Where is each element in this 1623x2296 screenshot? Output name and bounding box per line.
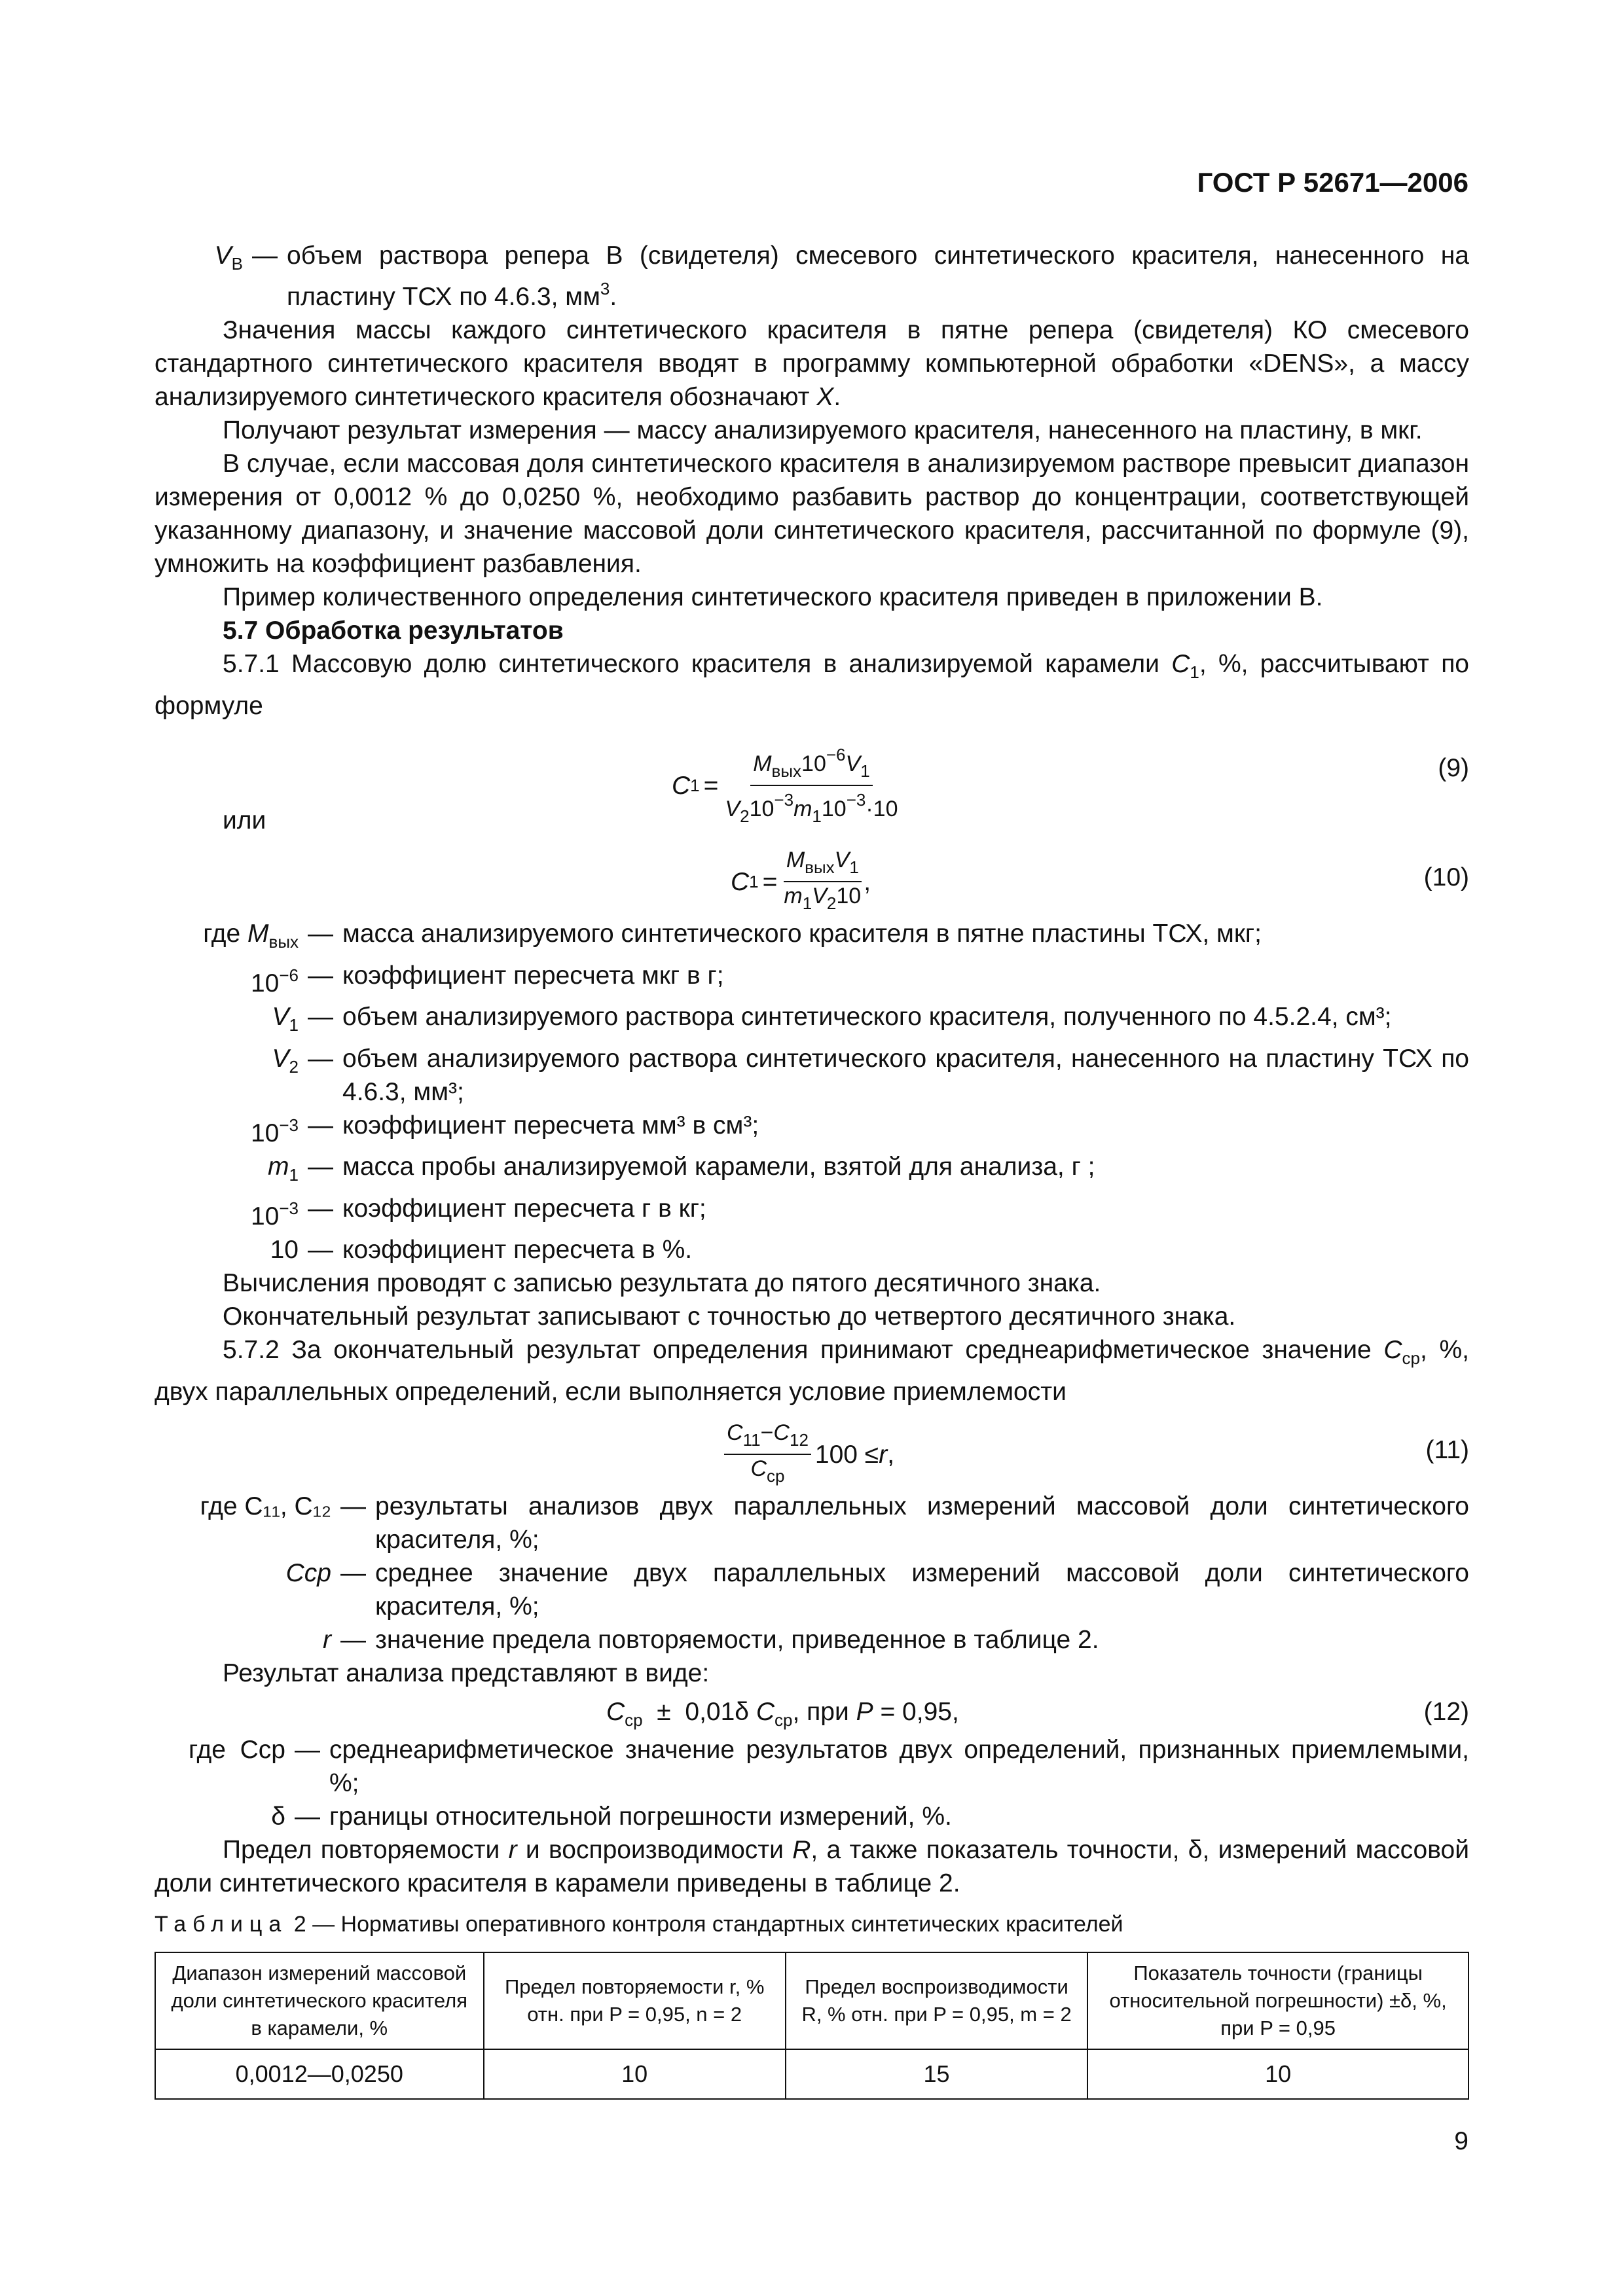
- definition-item: $V_2$ — объем анализируемого раствора синтетического красителя, нанесенного на пластину ТСХ по 4.6.3, мм³;: [272, 1045, 1469, 1106]
- formula-12-number: (12): [1423, 1698, 1469, 1726]
- table-header-cell: Показатель точности (границы относительной погрешности) ±δ, %, при P = 0,95: [1087, 1952, 1468, 2049]
- paragraph-limits: Предел повторяемости r и воспроизводимости R, а также показатель точности, δ, измерений массовой доли синтетического красителя в карамели приведены в таблице 2.: [155, 1836, 1469, 1897]
- section-title: 5.7 Обработка результатов: [223, 617, 564, 645]
- formula-10-number: (10): [1423, 863, 1469, 891]
- paragraph-572: 5.7.2 За окончательный результат определения принимают среднеарифметическое значение $C_{ср}$, %, двух параллельных определений, если выполняется условие приемлемости: [155, 1336, 1469, 1406]
- definition-vb: $V_В$ — объем раствора репера В (свидетеля) смесевого синтетического красителя, нанесенного на пластину ТСХ по 4.6.3, $мм^3$.: [214, 242, 1469, 311]
- paragraph-dilution: В случае, если массовая доля синтетического красителя в анализируемом растворе превысит диапазон измерения от 0,0012 % до 0,0250 %, необходимо разбавить раствор до концентрации, соответствующей указанному диапазону, и значение массовой доли синтетического красителя, рассчитанной по формуле (9), умножить на коэффициент разбавления.: [155, 450, 1469, 578]
- paragraph-dens: Значения массы каждого синтетического красителя в пятне репера (свидетеля) КО смесевого стандартного синтетического красителя вводят в программу компьютерной обработки «DENS», а массу анализируемого синтетического красителя обозначают X.: [155, 316, 1469, 411]
- table-cell: 10: [1087, 2049, 1468, 2099]
- standard-header: ГОСТ Р 52671—2006: [1197, 167, 1468, 198]
- table-header-row: [155, 1952, 1468, 2049]
- paragraph-calc-1: Вычисления проводят с записью результата до пятого десятичного знака.: [223, 1269, 1101, 1297]
- definition-item: Cср — среднее значение двух параллельных измерений массовой доли синтетического красителя, %;: [285, 1559, 1469, 1621]
- norms-table: [155, 1952, 1469, 2100]
- definitions-formula-11: [155, 1490, 1469, 1657]
- formula-10: C 1 = $\frac{M_{вых}V_1}{m_1V_210}$ , (10): [731, 848, 1469, 913]
- table-caption: Таблица 2 — Нормативы оперативного контроля стандартных синтетических красителей: [155, 1912, 1123, 1937]
- paragraph-571: 5.7.1 Массовую долю синтетического красителя в анализируемой карамели $C_1$, %, рассчитывают по формуле: [155, 650, 1469, 720]
- paragraph-example: Пример количественного определения синтетического красителя приведен в приложении В.: [223, 583, 1323, 611]
- paragraph-result: Получают результат измерения — массу анализируемого красителя, нанесенного на пластину, в мкг.: [223, 416, 1423, 444]
- definition-item: $V_1$ — объем анализируемого раствора синтетического красителя, полученного по 4.5.2.4, см³;: [272, 1003, 1392, 1035]
- definition-item: r — значение предела повторяемости, приведенное в таблице 2.: [323, 1626, 1099, 1654]
- formula-11: $\frac{C_{11}-C_{12}}{C_{ср}}$ 100 ≤ r , (11): [155, 1412, 1469, 1490]
- page-number: 9: [1454, 2127, 1468, 2155]
- definition-item: где C₁₁, C₁₂ — результаты анализов двух параллельных измерений массовой доли синтетического красителя, %;: [200, 1492, 1469, 1554]
- definition-item: $m_1$ — масса пробы анализируемой карамели, взятой для анализа, г ;: [268, 1153, 1095, 1185]
- table-row: [155, 2049, 1468, 2099]
- word-or: или: [223, 806, 266, 834]
- definition-item: где Cср — среднеарифметическое значение результатов двух определений, признанных приемлемыми, %;: [189, 1736, 1469, 1797]
- paragraph-calc-2: Окончательный результат записывают с точностью до четвертого десятичного знака.: [223, 1302, 1236, 1331]
- table-header-cell: Предел повторяемости r, % отн. при P = 0,95, n = 2: [484, 1952, 786, 2049]
- formula-9-number: (9): [1438, 754, 1469, 782]
- definitions-formula-10: [155, 917, 1469, 1266]
- definition-item: δ — границы относительной погрешности измерений, %.: [271, 1803, 952, 1831]
- table-cell: 0,0012—0,0250: [155, 2049, 484, 2099]
- table-header-cell: Предел воспроизводимости R, % отн. при P = 0,95, m = 2: [786, 1952, 1087, 2049]
- definition-item: $10^{-3}$ — коэффициент пересчета г в кг;: [250, 1194, 706, 1230]
- definitions-formula-12: [155, 1733, 1469, 1833]
- formula-12: $C_{ср} \pm 0,01\delta$ $C_{ср}$, при P = 0,95, (12): [155, 1693, 1469, 1733]
- table-cell: 15: [786, 2049, 1087, 2099]
- table-header-cell: Диапазон измерений массовой доли синтетического красителя в карамели, %: [155, 1952, 484, 2049]
- table-cell: 10: [484, 2049, 786, 2099]
- definition-item: где $M_{вых}$ — масса анализируемого синтетического красителя в пятне пластины ТСХ, мкг;: [203, 920, 1262, 952]
- paragraph-result-form: Результат анализа представляют в виде:: [223, 1659, 710, 1687]
- main-text: [155, 239, 1469, 2100]
- definition-item: $10^{-6}$ — коэффициент пересчета мкг в г;: [250, 961, 724, 997]
- formula-9: C 1 = $\frac{M_{вых}10^{-6}V_1}{V_210^{-3}m_110^{-3}\cdot 10}$ (9): [155, 728, 1469, 806]
- definition-item: $10^{-3}$ — коэффициент пересчета мм³ в см³;: [250, 1111, 759, 1147]
- formula-11-number: (11): [1425, 1436, 1469, 1464]
- definition-item: 10 — коэффициент пересчета в %.: [270, 1236, 693, 1264]
